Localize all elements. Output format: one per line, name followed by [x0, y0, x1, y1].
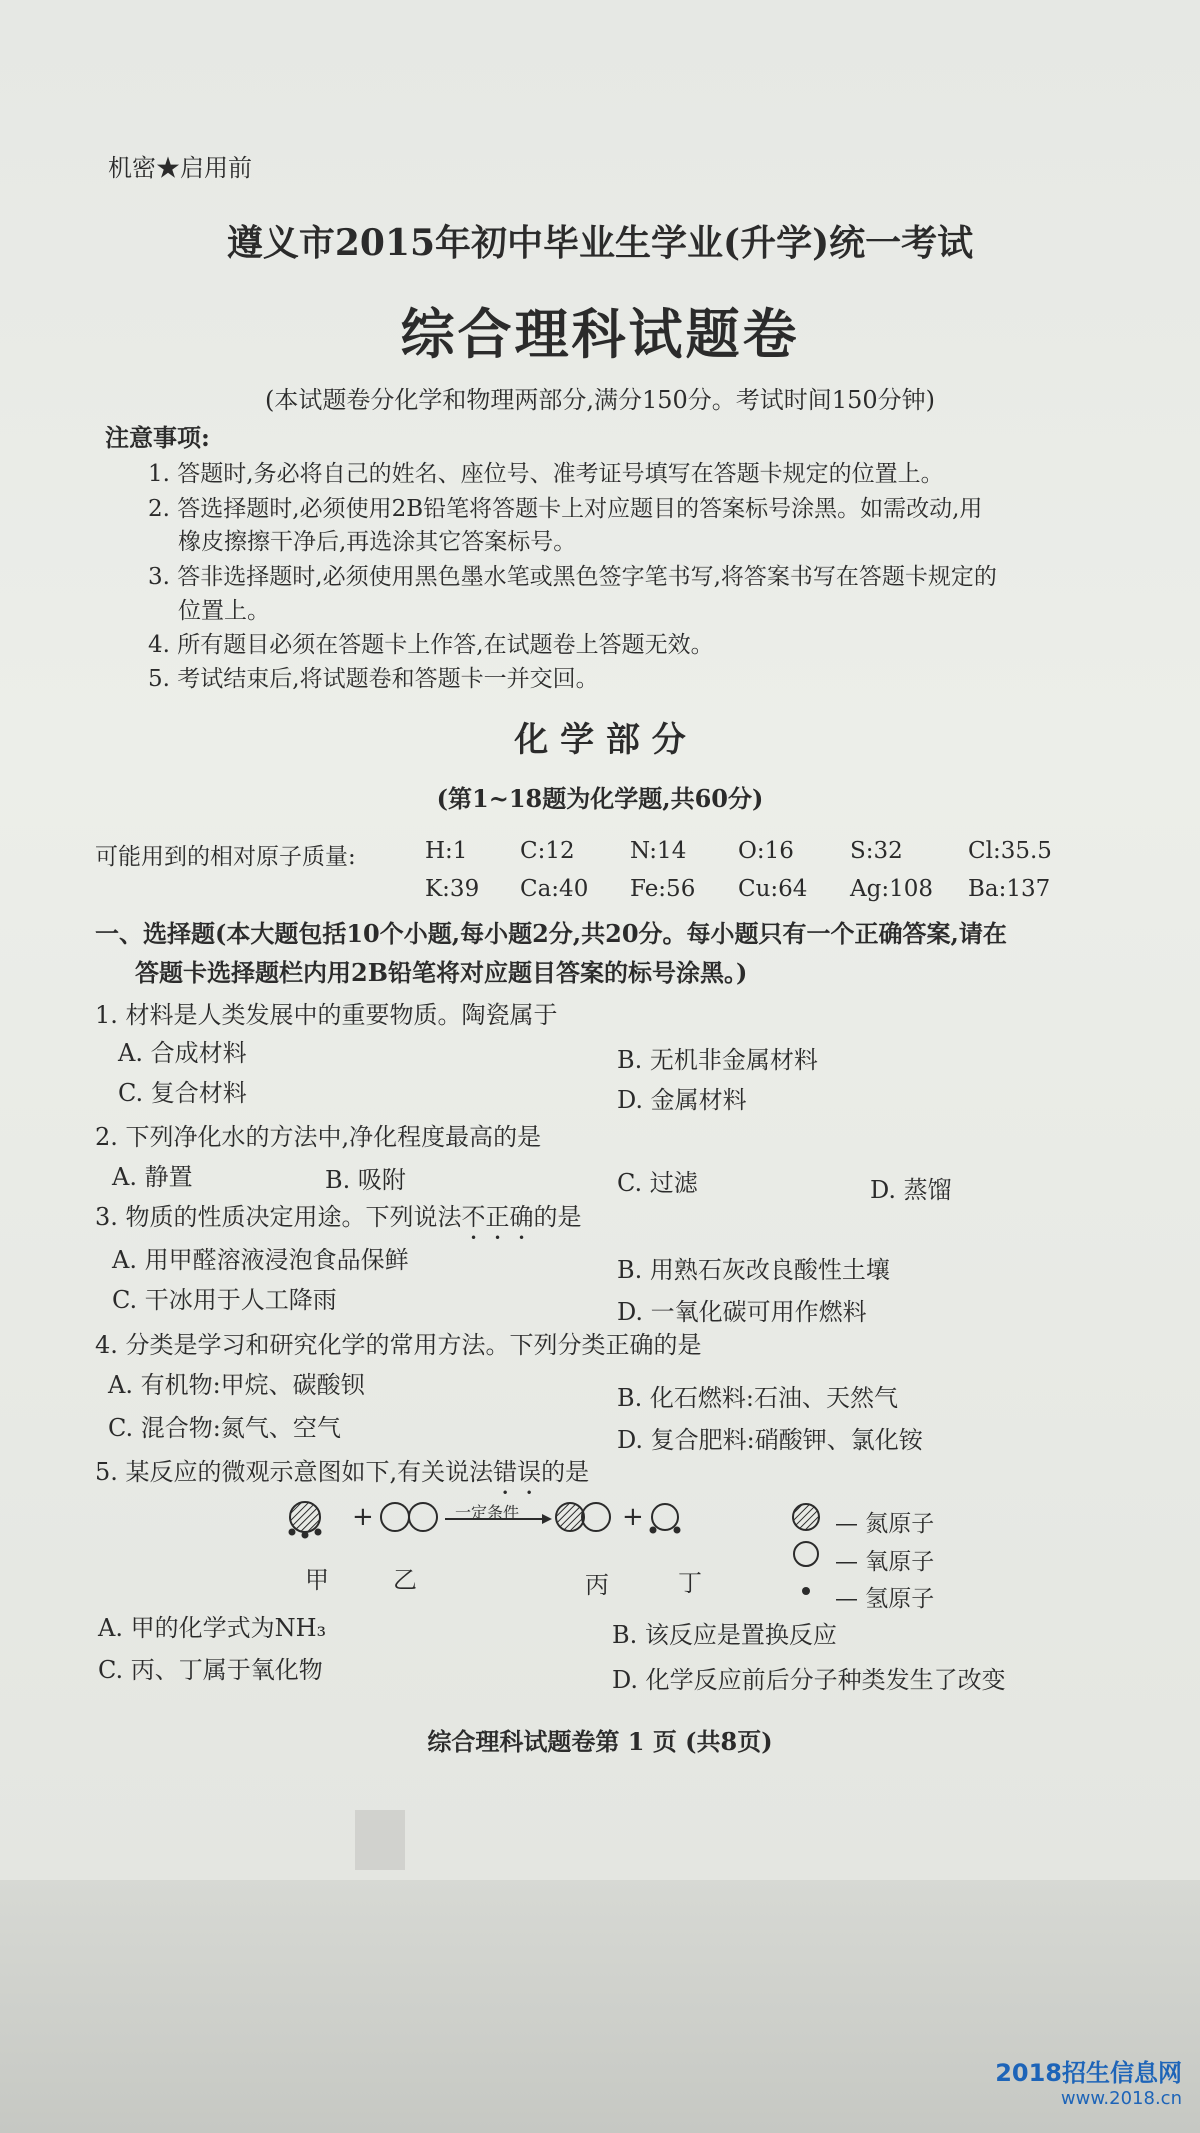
molecule-yi — [381, 1503, 437, 1531]
molecule-jia — [289, 1502, 322, 1539]
exam-subtitle: 综合理科试题卷 — [400, 302, 800, 366]
label-ding: 丁 — [678, 1569, 702, 1597]
legend-nitrogen: — 氮原子 — [835, 1511, 935, 1537]
legend-symbols — [790, 1502, 830, 1612]
label-yi: 乙 — [393, 1566, 417, 1594]
option-1a: A. 合成材料 — [118, 1039, 247, 1067]
watermark-title: 2018招生信息网 — [995, 2059, 1182, 2087]
atomic-mass: Ag:108 — [850, 876, 933, 902]
atomic-mass: S:32 — [850, 838, 903, 864]
option-4d: D. 复合肥料:硝酸钾、氯化铵 — [617, 1426, 923, 1454]
option-1c: C. 复合材料 — [118, 1079, 247, 1107]
notice-item: 2. 答选择题时,必须使用2B铅笔将答题卡上对应题目的答案标号涂黑。如需改动,用 — [148, 496, 983, 522]
exam-title: 遵义市2015年初中毕业生学业(升学)统一考试 — [226, 222, 974, 264]
option-2b: B. 吸附 — [325, 1166, 406, 1194]
notice-heading: 注意事项: — [105, 423, 210, 452]
label-jia: 甲 — [305, 1566, 329, 1594]
atomic-mass: H:1 — [425, 838, 468, 864]
atomic-mass: K:39 — [425, 876, 480, 902]
question-5-stem: 5. 某反应的微观示意图如下,有关说法错误的是 — [95, 1458, 590, 1486]
question-1-stem: 1. 材料是人类发展中的重要物质。陶瓷属于 — [95, 1001, 558, 1029]
option-3d: D. 一氧化碳可用作燃料 — [617, 1298, 867, 1326]
notice-item: 4. 所有题目必须在答题卡上作答,在试题卷上答题无效。 — [148, 632, 714, 658]
atomic-mass: Fe:56 — [630, 876, 696, 902]
atomic-mass: Ba:137 — [968, 876, 1051, 902]
option-2a: A. 静置 — [112, 1163, 193, 1191]
exam-scope: (本试题卷分化学和物理两部分,满分150分。考试时间150分钟) — [265, 386, 935, 414]
notice-item: 1. 答题时,务必将自己的姓名、座位号、准考证号填写在答题卡规定的位置上。 — [148, 461, 944, 487]
atomic-mass: Cl:35.5 — [968, 838, 1052, 864]
option-2c: C. 过滤 — [617, 1169, 698, 1197]
svg-text:+: + — [622, 1502, 644, 1532]
part-heading-cont: 答题卡选择题栏内用2B铅笔将对应题目答案的标号涂黑。) — [135, 958, 748, 987]
option-1d: D. 金属材料 — [617, 1086, 747, 1114]
notice-item: 5. 考试结束后,将试题卷和答题卡一并交回。 — [148, 666, 599, 692]
molecule-ding — [650, 1504, 681, 1534]
option-5c: C. 丙、丁属于氧化物 — [98, 1656, 323, 1684]
option-4b: B. 化石燃料:石油、天然气 — [617, 1384, 898, 1412]
nitrogen-atom-icon — [793, 1504, 819, 1530]
atomic-mass: N:14 — [630, 838, 687, 864]
part-heading: 一、选择题(本大题包括10个小题,每小题2分,共20分。每小题只有一个正确答案,请在 — [95, 919, 1007, 948]
notice-item: 位置上。 — [178, 598, 270, 624]
section-title: 化 学 部 分 — [514, 720, 686, 760]
question-3-stem: 3. 物质的性质决定用途。下列说法不正确的是 — [95, 1203, 582, 1231]
atomic-mass: O:16 — [738, 838, 794, 864]
reaction-condition: 一定条件 — [455, 1503, 520, 1522]
atomic-mass: Cu:64 — [738, 876, 808, 902]
option-2d: D. 蒸馏 — [870, 1176, 952, 1204]
legend-hydrogen: — 氢原子 — [835, 1586, 935, 1612]
page-footer: 综合理科试题卷第 1 页 (共8页) — [427, 1727, 773, 1756]
atomic-mass-label: 可能用到的相对原子质量: — [95, 844, 356, 870]
svg-text:+: + — [352, 1502, 374, 1532]
confidential-label: 机密★启用前 — [108, 154, 252, 182]
option-4a: A. 有机物:甲烷、碳酸钡 — [108, 1371, 365, 1399]
question-2-stem: 2. 下列净化水的方法中,净化程度最高的是 — [95, 1123, 542, 1151]
option-5b: B. 该反应是置换反应 — [612, 1621, 837, 1649]
option-3b: B. 用熟石灰改良酸性土壤 — [617, 1256, 890, 1284]
binding-mark — [355, 1810, 405, 1870]
molecule-bing — [556, 1503, 610, 1531]
option-4c: C. 混合物:氮气、空气 — [108, 1414, 341, 1442]
section-info: (第1~18题为化学题,共60分) — [436, 784, 764, 813]
hydrogen-atom-icon — [802, 1587, 810, 1595]
question-4-stem: 4. 分类是学习和研究化学的常用方法。下列分类正确的是 — [95, 1331, 702, 1359]
option-1b: B. 无机非金属材料 — [617, 1046, 818, 1074]
option-5d: D. 化学反应前后分子种类发生了改变 — [612, 1666, 1006, 1694]
option-3c: C. 干冰用于人工降雨 — [112, 1286, 337, 1314]
atomic-mass: Ca:40 — [520, 876, 589, 902]
atomic-mass: C:12 — [520, 838, 575, 864]
option-5a: A. 甲的化学式为NH₃ — [98, 1614, 327, 1642]
notice-item: 橡皮擦擦干净后,再选涂其它答案标号。 — [178, 529, 577, 555]
reaction-diagram — [280, 1495, 840, 1565]
watermark-url: www.2018.cn — [1060, 2088, 1182, 2109]
oxygen-atom-icon — [794, 1542, 818, 1566]
option-3a: A. 用甲醛溶液浸泡食品保鲜 — [112, 1246, 409, 1274]
notice-item: 3. 答非选择题时,必须使用黑色墨水笔或黑色签字笔书写,将答案书写在答题卡规定的 — [148, 564, 997, 590]
watermark — [995, 2053, 1182, 2109]
label-bing: 丙 — [585, 1571, 609, 1599]
legend-oxygen: — 氧原子 — [835, 1549, 935, 1575]
